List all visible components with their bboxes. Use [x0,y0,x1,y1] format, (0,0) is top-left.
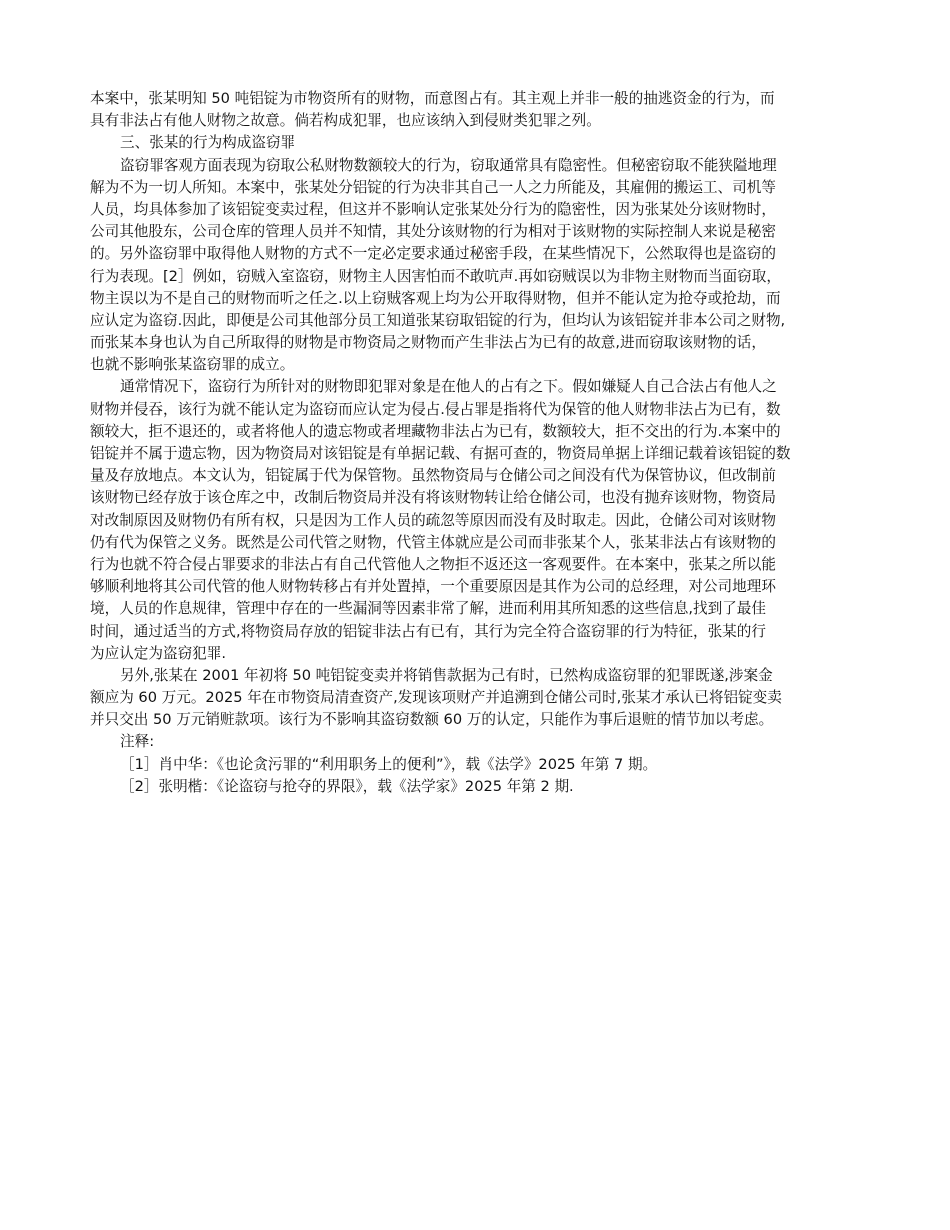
text-line: 铝锭并不属于遗忘物，因为物资局对该铝锭是有单据记载、有据可查的，物资局单据上详细记载着该铝锭的数 [90,445,791,462]
text-line: 公司其他股东，公司仓库的管理人员并不知情，其处分该财物的行为相对于该财物的实际控制人来说是秘密 [90,223,776,241]
text-line: 量及存放地点。本文认为，铝锭属于代为保管物。虽然物资局与仓储公司之间没有代为保管协议，但改制前 [90,467,776,485]
paragraph-case-intent [90,88,868,132]
text-line: 行为表现。[2］例如，窃贼入室盗窃，财物主人因害怕而不敢吭声.再如窃贼误以为非物主财物而当面窃取， [90,267,781,285]
text-line: 具有非法占有他人财物之故意。倘若构成犯罪，也应该纳入到侵财类犯罪之列。 [90,112,601,130]
text-line: 而张某本身也认为自己所取得的财物是市物资局之财物而产生非法占为已有的故意,进而窃取该财物的话， [90,334,766,352]
text-line: 境，人员的作息规律，管理中存在的一些漏洞等因素非常了解，进而利用其所知悉的这些信息,找到了最佳 [90,600,766,618]
text-line: 也就不影响张某盗窃罪的成立。 [90,356,295,374]
text-line: 够顺利地将其公司代管的他人财物转移占有并处置掉，一个重要原因是其作为公司的总经理，对公司地理环 [90,578,776,596]
document-body [90,88,868,798]
text-line: 盗窃罪客观方面表现为窃取公私财物数额较大的行为，窃取通常具有隐密性。但秘密窃取不能狭隘地理 [120,156,777,174]
text-line: 为应认定为盗窃犯罪. [90,644,226,662]
text-line: 额应为 60 万元。2025 年在市物资局清查资产,发现该项财产并追溯到仓储公司时,张某才承认已将铝锭变卖 [90,689,782,707]
text-line: 本案中，张某明知 50 吨铝锭为市物资所有的财物，而意图占有。其主观上并非一般的抽逃资金的行为，而 [90,90,775,107]
text-line: 人员，均具体参加了该铝锭变卖过程，但这并不影响认定张某处分行为的隐密性，因为张某处分该财物时， [90,200,776,218]
text-line: 并只交出 50 万元销赃款项。该行为不影响其盗窃数额 60 万的认定，只能作为事后退赃的情节加以考虑。 [90,711,774,729]
text-line: 额较大，拒不退还的，或者将他人的遗忘物或者埋藏物非法占为已有，数额较大，拒不交出的行为.本案中的 [90,422,781,440]
text-line: 财物并侵吞，该行为就不能认定为盗窃而应认定为侵占.侵占罪是指将代为保管的他人财物非法占为已有，数 [90,400,781,418]
text-line: 通常情况下，盗窃行为所针对的财物即犯罪对象是在他人的占有之下。假如嫌疑人自己合法占有他人之 [120,378,777,396]
footnote-2 [90,776,868,798]
text-line: 物主误以为不是自己的财物而听之任之.以上窃贼客观上均为公开取得财物，但并不能认定为抢夺或抢劫，而 [90,289,781,307]
text-line: 该财物已经存放于该仓库之中，改制后物资局并没有将该财物转让给仓储公司，也没有抛弃该财物，物资局 [90,489,776,507]
notes-heading [90,731,868,753]
paragraph-secret-theft [90,155,868,377]
text-line: 行为也就不符合侵占罪要求的非法占有自己代管他人之物拒不返还这一客观要件。在本案中，张某之所以能 [90,555,776,573]
section-heading-3 [90,132,868,154]
text-line: 仍有代为保管之义务。既然是公司代管之财物，代管主体就应是公司而非张某个人，张某非法占有该财物的 [90,533,776,551]
text-line: 另外,张某在 2001 年初将 50 吨铝锭变卖并将销售款据为己有时，已然构成盗窃罪的犯罪既遂,涉案金 [120,666,773,684]
text-line: 时间，通过适当的方式,将物资局存放的铝锭非法占有已有，其行为完全符合盗窃罪的行为特征，张某的行 [90,622,766,640]
text-line: 解为不为一切人所知。本案中，张某处分铝锭的行为决非其自己一人之力所能及，其雇佣的搬运工、司机等 [90,178,776,196]
text-line: 应认定为盗窃.因此，即便是公司其他部分员工知道张某窃取铝锭的行为，但均认为该铝锭并非本公司之财物, [90,311,786,329]
paragraph-possession [90,376,868,664]
text-line: 三、张某的行为构成盗窃罪 [120,134,296,152]
footnote-1 [90,754,868,776]
text-line: ［2］张明楷：《论盗窃与抢夺的界限》，载《法学家》2025 年第 2 期. [120,777,574,795]
text-line: ［1］肖中华：《也论贪污罪的“利用职务上的便利”》，载《法学》2025 年第 7 期。 [120,755,658,773]
text-line: 对改制原因及财物仍有所有权，只是因为工作人员的疏忽等原因而没有及时取走。因此，仓储公司对该财物 [90,511,776,529]
paragraph-amount [90,665,868,732]
text-line: 注释: [120,733,155,751]
text-line: 的。另外盗窃罪中取得他人财物的方式不一定必定要求通过秘密手段，在某些情况下，公然取得也是盗窃的 [90,245,776,263]
